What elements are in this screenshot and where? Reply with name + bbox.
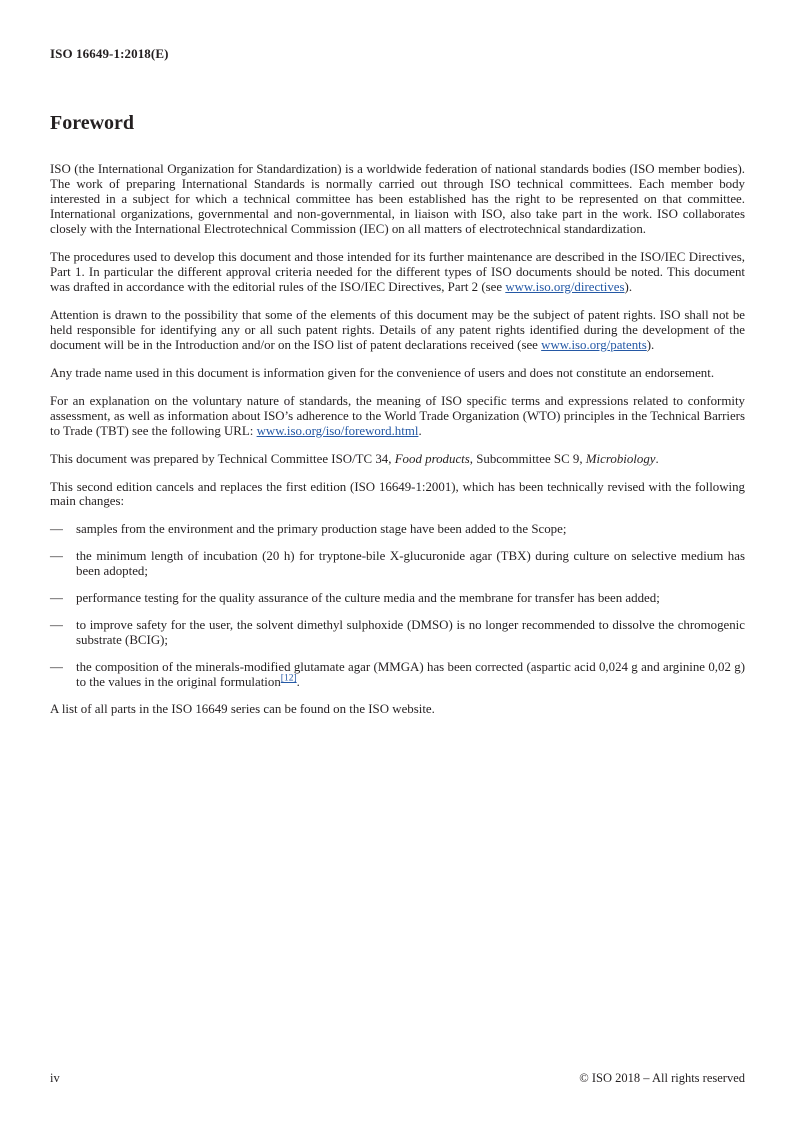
paragraph-text: . [655, 451, 659, 466]
document-body [50, 162, 745, 717]
list-item-text: samples from the environment and the primary production stage have been added to the Scope; [76, 522, 567, 537]
bullet-dash: — [50, 549, 63, 564]
copyright-notice: © ISO 2018 – All rights reserved [579, 1071, 745, 1085]
paragraph-text: Any trade name used in this document is information given for the convenience of users and does not constitute an endorsement. [50, 365, 715, 380]
paragraph-text: This second edition cancels and replaces the first edition (ISO 16649-1:2001), which has been technically revised with the following main changes: [50, 479, 745, 509]
paragraph-text: ). [646, 337, 655, 352]
bullet-dash: — [50, 522, 63, 537]
paragraph-text: For an explanation on the voluntary nature of standards, the meaning of ISO specific terms and expressions related to conformity assessment, as well as information about ISO’s adherence to the World Trade Organization (WTO) principles in the Technical Barriers to Trade (TBT) see the following URL: [50, 393, 745, 438]
bullet-dash: — [50, 591, 63, 606]
doc-id: ISO 16649-1:2018(E) [50, 46, 169, 61]
paragraph-wto [50, 394, 745, 439]
list-item-mmga [50, 660, 745, 690]
paragraph-text: Attention is drawn to the possibility that some of the elements of this document may be the subject of patent rights. ISO shall not be held responsible for identifying any or all such patent rights. Details of any patent rights identified during the development of the document will be in the Introduction and/or on the ISO list of patent declarations received (see [50, 307, 745, 352]
list-item-performance-testing [50, 591, 745, 606]
list-item-scope [50, 522, 745, 537]
paragraph-second-edition [50, 480, 745, 510]
link-iso-foreword[interactable]: www.iso.org/iso/foreword.html [256, 423, 419, 438]
list-item-text: . [296, 675, 300, 690]
subcommittee-name-microbiology: Microbiology [585, 451, 656, 466]
bullet-dash: — [50, 660, 63, 675]
paragraph-text: ). [624, 279, 633, 294]
paragraph-procedures [50, 250, 745, 295]
list-item-text: to improve safety for the user, the solvent dimethyl sulphoxide (DMSO) is no longer recommended to dissolve the chromogenic substrate (BCIG); [76, 618, 745, 648]
bullet-dash: — [50, 618, 63, 633]
paragraph-series-list [50, 702, 745, 717]
paragraph-text: The procedures used to develop this document and those intended for its further maintenance are described in the ISO/IEC Directives, Part 1. In particular the different approval criteria needed for the different types of ISO documents should be noted. This document was drafted in accordance with the editorial rules of the ISO/IEC Directives, Part 2 (see [50, 249, 745, 294]
page-number: iv [50, 1071, 60, 1085]
paragraph-text: , Subcommittee SC 9, [469, 451, 586, 466]
list-item-incubation [50, 549, 745, 579]
page-footer [50, 1071, 745, 1086]
paragraph-text: A list of all parts in the ISO 16649 series can be found on the ISO website. [50, 702, 435, 717]
paragraph-patent-rights [50, 308, 745, 353]
committee-name-food-products: Food products [394, 451, 470, 466]
paragraph-text: ISO (the International Organization for Standardization) is a worldwide federation of national standards bodies (ISO member bodies). The work of preparing International Standards is normally carried out through ISO technical committees. Each member body interested in a subject for which a technical committee has been established has the right to be represented on that committee. International organizations, governmental and non-governmental, in liaison with ISO, also take part in the work. ISO collaborates closely with the International Electrotechnical Commission (IEC) on all matters of electrotechnical standardization. [50, 162, 745, 236]
list-item-text: performance testing for the quality assurance of the culture media and the membrane for transfer has been added; [76, 591, 660, 606]
page-title: Foreword [50, 112, 135, 134]
link-iso-directives[interactable]: www.iso.org/directives [505, 279, 625, 294]
paragraph-text: This document was prepared by Technical Committee ISO/TC 34, [50, 451, 395, 466]
paragraph-iso-intro [50, 162, 745, 237]
list-item-dmso [50, 618, 745, 648]
document-header [50, 46, 745, 62]
list-item-text: the composition of the minerals-modified glutamate agar (MMGA) has been corrected (aspartic acid 0,024 g and arginine 0,02 g) to the values in the original formulation [76, 660, 745, 690]
link-iso-patents[interactable]: www.iso.org/patents [541, 337, 647, 352]
paragraph-committee [50, 452, 745, 467]
list-item-text: the minimum length of incubation (20 h) for tryptone-bile X-glucuronide agar (TBX) during culture on selective medium has been adopted; [76, 549, 745, 579]
paragraph-text: . [418, 423, 422, 438]
paragraph-trade-name [50, 366, 745, 381]
reference-link-12[interactable]: [12] [280, 673, 297, 684]
